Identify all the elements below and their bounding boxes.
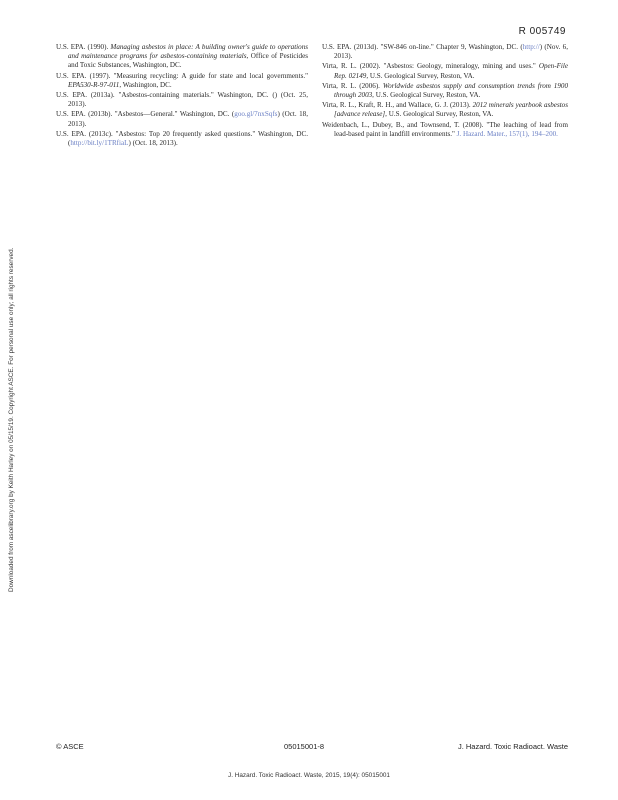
- reference-entry: U.S. EPA. (1997). "Measuring recycling: A guide for state and local governments." EPA530-R-97-011, Washington, DC.: [56, 71, 308, 89]
- reference-link[interactable]: http://: [522, 43, 540, 51]
- references-left-column: [56, 43, 308, 149]
- bates-number: R 005749: [518, 26, 566, 37]
- footer-copyright: © ASCE: [56, 742, 84, 751]
- page-footer: [56, 742, 568, 754]
- reference-entry: Virta, R. L. (2006). Worldwide asbestos supply and consumption trends from 1900 through 2003, U.S. Geological Survey, Reston, VA.: [322, 81, 568, 100]
- reference-entry: Virta, R. L. (2002). "Asbestos: Geology, mineralogy, mining and uses." Open-File Rep. 02149, U.S. Geological Survey, Reston, VA.: [322, 62, 568, 80]
- reference-link[interactable]: J. Hazard. Mater., 157(1), 194–200.: [456, 129, 558, 138]
- reference-entry: U.S. EPA. (2013a). "Asbestos-containing materials." Washington, DC. () (Oct. 25, 2013).: [56, 91, 308, 109]
- reference-entry: Virta, R. L., Kraft, R. H., and Wallace, G. J. (2013). 2012 minerals yearbook asbestos [advance release], U.S. Geological Survey, Reston, VA.: [322, 101, 568, 119]
- reference-entry: U.S. EPA. (1990). Managing asbestos in place: A building owner's guide to operations and maintenance programs for asbestos-containing materials, Office of Pesticides and Toxic Substances, Washington, DC.: [56, 43, 308, 70]
- reference-entry: U.S. EPA. (2013d). "SW-846 on-line." Chapter 9, Washington, DC. (http://) (Nov. 6, 2013).: [322, 43, 568, 61]
- footer-page-id: 05015001-8: [284, 742, 325, 751]
- reference-entry: U.S. EPA. (2013c). "Asbestos: Top 20 frequently asked questions." Washington, DC. (http://bit.ly/1TRfiaL) (Oct. 18, 2013).: [56, 129, 308, 148]
- reference-entry: Weidenbach, L., Dubey, B., and Townsend, T. (2008). "The leaching of lead from lead-based paint in landfill environments." J. Hazard. Mater., 157(1), 194–200.: [322, 120, 568, 138]
- references-right-column: [322, 43, 568, 140]
- reference-link[interactable]: http://bit.ly/1TRfiaL: [70, 139, 129, 148]
- reference-link[interactable]: goo.gl/7nxSqfs: [234, 110, 278, 119]
- footer-journal: J. Hazard. Toxic Radioact. Waste: [457, 742, 568, 751]
- bottom-citation: J. Hazard. Toxic Radioact. Waste, 2015, 19(4): 05015001: [228, 772, 390, 779]
- reference-entry: U.S. EPA. (2013b). "Asbestos—General." Washington, DC. (goo.gl/7nxSqfs) (Oct. 18, 2013).: [56, 110, 309, 128]
- download-notice: Downloaded from ascelibrary.org by Keith Harley on 05/15/19. Copyright ASCE. For personal use only; all rights reserved.: [8, 247, 15, 592]
